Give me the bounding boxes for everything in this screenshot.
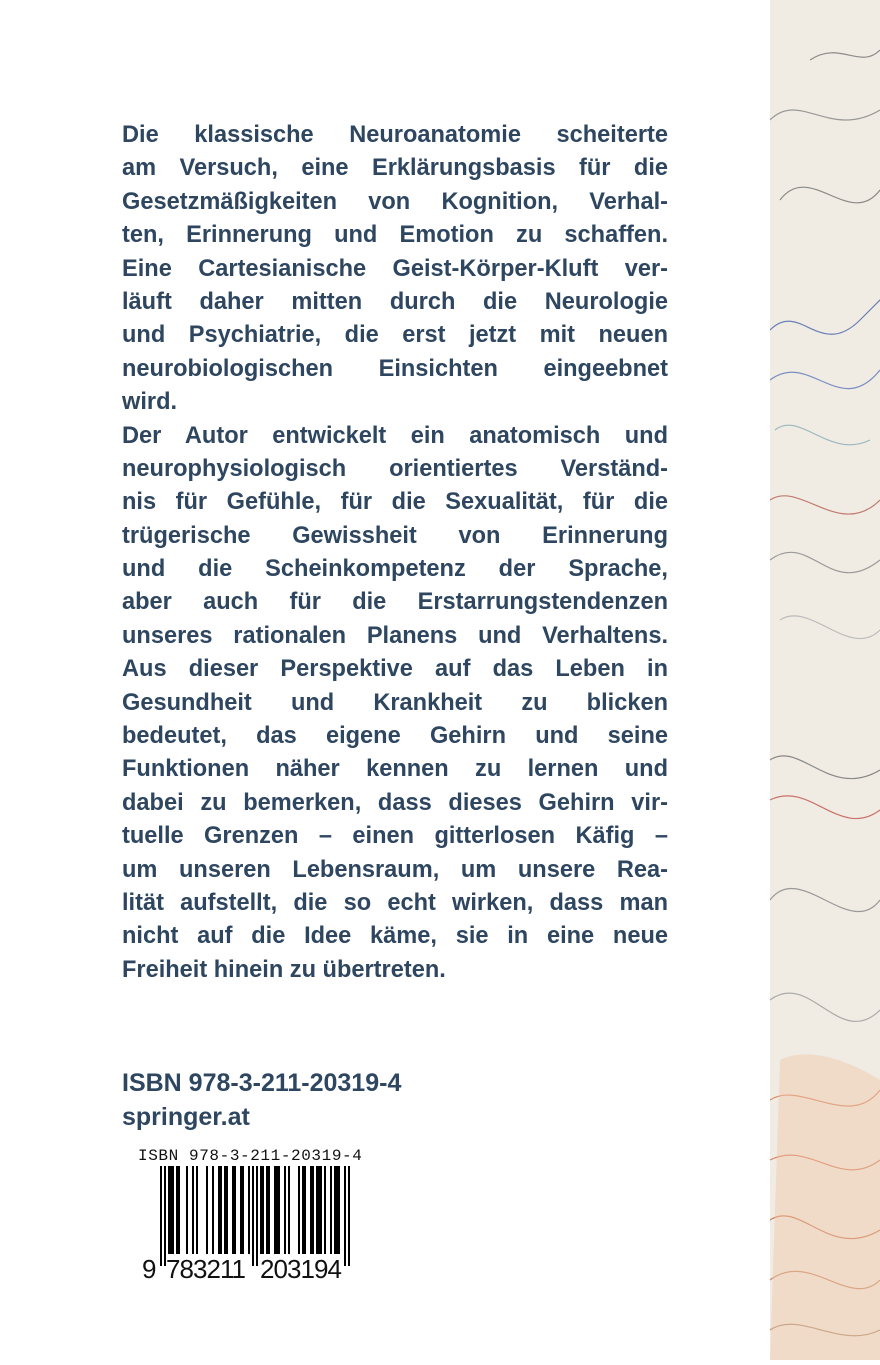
barcode-bar: [252, 1166, 254, 1266]
barcode-bar: [226, 1166, 228, 1254]
barcode-bar: [334, 1166, 336, 1254]
blurb-line: bedeutet, das eigene Gehirn und seine: [122, 723, 668, 750]
barcode-bar: [284, 1166, 286, 1254]
barcode-bar: [318, 1166, 320, 1254]
barcode-bar: [164, 1166, 166, 1266]
barcode-bar: [242, 1166, 244, 1254]
barcode-bar: [192, 1166, 194, 1254]
barcode-bar: [338, 1166, 340, 1254]
blurb-line: neurobiologischen Einsichten eingeebnet: [122, 355, 668, 382]
barcode-bar: [320, 1166, 322, 1254]
barcode-bar: [234, 1166, 236, 1254]
barcode: [138, 1166, 358, 1286]
barcode-bar: [268, 1166, 270, 1254]
blurb-line: dabei zu bemerken, dass dieses Gehirn vir-: [122, 789, 668, 816]
barcode-bar: [302, 1166, 304, 1254]
blurb-text: [122, 119, 668, 987]
blurb-line: und die Scheinkompetenz der Sprache,: [122, 556, 668, 583]
barcode-bar: [274, 1166, 276, 1254]
barcode-bar: [344, 1166, 346, 1266]
barcode-bar: [168, 1166, 170, 1254]
blurb-line: trügerische Gewissheit von Erinnerung: [122, 522, 668, 549]
barcode-bar: [266, 1166, 268, 1254]
barcode-bar: [212, 1166, 214, 1254]
barcode-bar: [288, 1166, 290, 1254]
barcode-bar: [170, 1166, 172, 1254]
blurb-line: Der Autor entwickelt ein anatomisch und: [122, 422, 668, 449]
barcode-bar: [160, 1166, 162, 1266]
blurb-line: aber auch für die Erstarrungstendenzen: [122, 589, 668, 616]
blurb-line: Freiheit hinein zu übertreten.: [122, 956, 446, 983]
blurb-line: Funktionen näher kennen zu lernen und: [122, 756, 668, 783]
barcode-bar: [316, 1166, 318, 1254]
blurb-line: um unseren Lebensraum, um unsere Rea-: [122, 856, 668, 883]
barcode-bar: [262, 1166, 264, 1254]
barcode-left-digits: 783211: [166, 1254, 246, 1284]
barcode-bar: [172, 1166, 174, 1254]
blurb-line: und Psychiatrie, die erst jetzt mit neuen: [122, 322, 668, 349]
blurb-line: lität aufstellt, die so echt wirken, dass man: [122, 889, 668, 916]
barcode-bar: [196, 1166, 198, 1254]
blurb-line: am Versuch, eine Erklärungsbasis für die: [122, 155, 668, 182]
barcode-bar: [276, 1166, 278, 1254]
barcode-bar: [224, 1166, 226, 1254]
barcode-bar: [240, 1166, 242, 1254]
barcode-bar: [312, 1166, 314, 1254]
blurb-line: nis für Gefühle, für die Sexualität, für die: [122, 489, 668, 516]
barcode-bar: [206, 1166, 208, 1254]
barcode-bar: [178, 1166, 180, 1254]
barcode-bar: [260, 1166, 262, 1254]
barcode-bar: [298, 1166, 300, 1254]
barcode-right-digits: 203194: [260, 1254, 342, 1284]
barcode-bar: [176, 1166, 178, 1254]
blurb-line: neurophysiologisch orientiertes Verständ-: [122, 455, 668, 482]
blurb-line: wird.: [122, 389, 178, 416]
blurb-line: Die klassische Neuroanatomie scheiterte: [122, 122, 668, 148]
barcode-bar: [220, 1166, 222, 1254]
barcode-bar: [304, 1166, 306, 1254]
barcode-bar: [256, 1166, 258, 1266]
barcode-bar: [248, 1166, 250, 1254]
barcode-bar: [278, 1166, 280, 1254]
barcode-isbn-text: ISBN 978-3-211-20319-4: [138, 1147, 363, 1165]
barcode-bar: [310, 1166, 312, 1254]
blurb-line: läuft daher mitten durch die Neurologie: [122, 288, 668, 315]
barcode-bar: [218, 1166, 220, 1254]
barcode-bar: [348, 1166, 350, 1266]
barcode-bar: [232, 1166, 234, 1254]
barcode-bar: [186, 1166, 188, 1254]
cover-artwork-strip: [770, 0, 880, 1360]
isbn-label: ISBN 978-3-211-20319-4: [122, 1069, 402, 1097]
barcode-bar: [330, 1166, 332, 1254]
blurb-line: nicht auf die Idee käme, sie in eine neue: [122, 923, 668, 950]
blurb-line: tuelle Grenzen – einen gitterlosen Käfig –: [122, 823, 668, 850]
anatomical-drawing: [770, 0, 880, 1360]
blurb-line: Eine Cartesianische Geist-Körper-Kluft ver-: [122, 255, 668, 282]
blurb-line: Gesundheit und Krankheit zu blicken: [122, 689, 668, 716]
blurb-line: Aus dieser Perspektive auf das Leben in: [122, 656, 668, 683]
barcode-bar: [336, 1166, 338, 1254]
blurb-line: Gesetzmäßigkeiten von Kognition, Verhal-: [122, 188, 668, 215]
blurb-line: unseres rationalen Planens und Verhaltens.: [122, 622, 668, 649]
barcode-first-digit: 9: [142, 1254, 157, 1284]
blurb-line: ten, Erinnerung und Emotion zu schaffen.: [122, 222, 668, 249]
isbn-block: [122, 1066, 401, 1134]
website-label: springer.at: [122, 1103, 250, 1131]
barcode-bar: [324, 1166, 326, 1254]
